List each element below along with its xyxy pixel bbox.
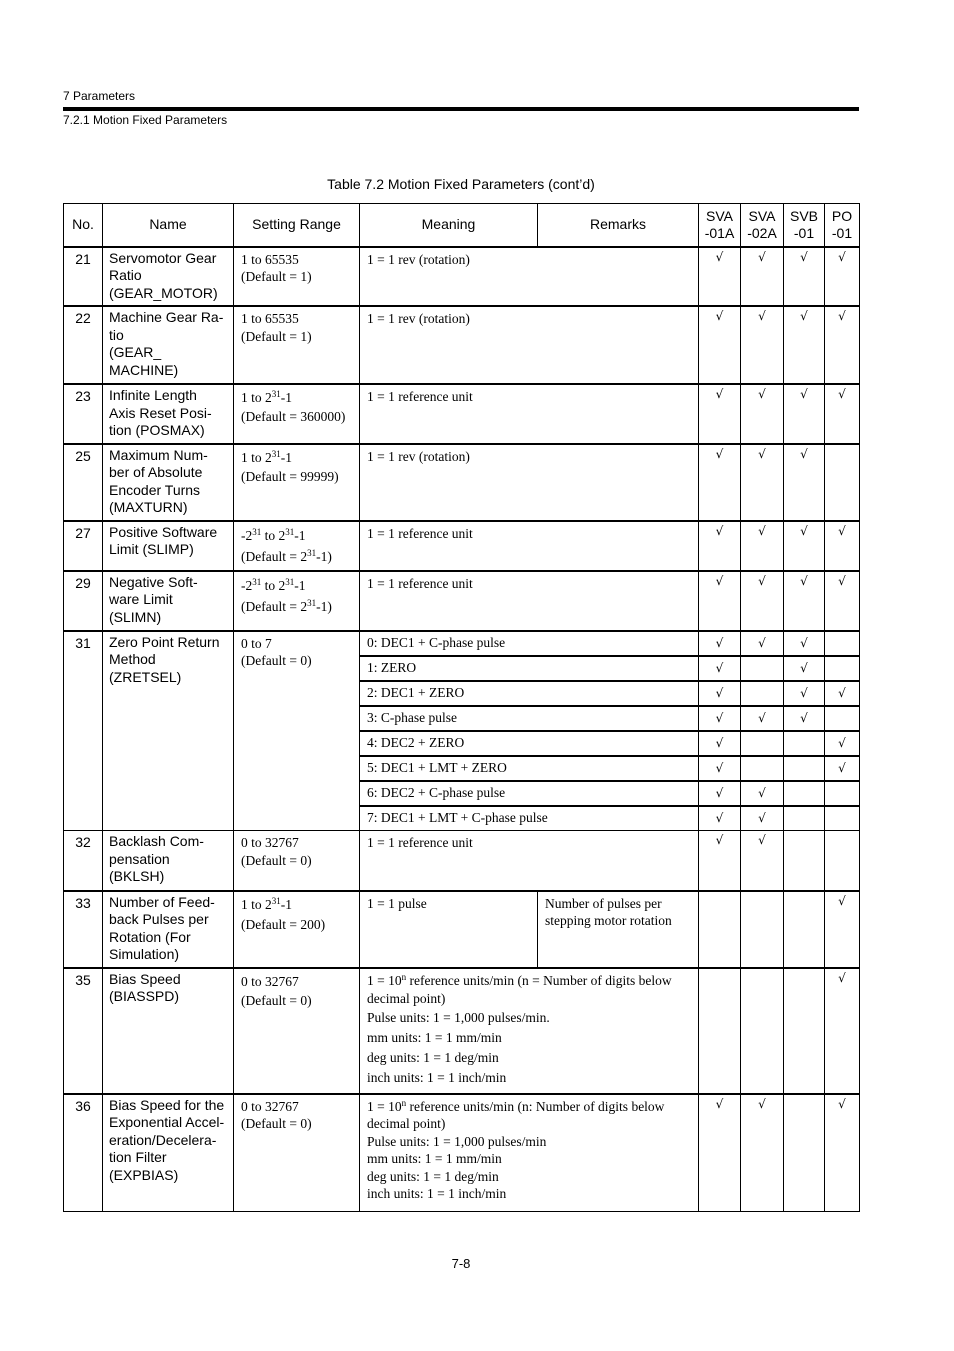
check-cell — [699, 521, 741, 571]
param-name: Maximum Num- ber of Absolute Encoder Turns (MAXTURN) — [103, 444, 234, 521]
table-row — [64, 247, 860, 307]
param-no: 27 — [64, 521, 103, 571]
col-range: Setting Range — [234, 204, 360, 247]
param-no: 23 — [64, 384, 103, 444]
section-header: 7.2.1 Motion Fixed Parameters — [63, 113, 228, 127]
col-name: Name — [103, 204, 234, 247]
table-caption: Table 7.2 Motion Fixed Parameters (cont’d) — [327, 176, 595, 192]
check-cell — [699, 706, 741, 731]
param-no: 36 — [64, 1094, 103, 1212]
check-cell — [825, 247, 860, 307]
check-mark: √ — [758, 387, 766, 401]
check-cell — [741, 384, 784, 444]
table-row — [64, 831, 860, 891]
param-meaning: 1 = 1 reference unit — [360, 571, 699, 631]
chapter-header: 7 Parameters — [63, 89, 136, 103]
check-cell — [699, 831, 741, 891]
param-no: 31 — [64, 631, 103, 831]
param-name: Backlash Com- pensation (BKLSH) — [103, 831, 234, 891]
check-cell — [784, 656, 825, 681]
col-no: No. — [64, 204, 103, 247]
check-cell — [784, 631, 825, 656]
check-mark: √ — [800, 661, 808, 675]
check-mark: √ — [758, 249, 766, 264]
param-no: 21 — [64, 247, 103, 307]
param-name: Negative Soft- ware Limit (SLIMN) — [103, 571, 234, 631]
check-mark: √ — [758, 446, 766, 461]
check-cell — [784, 806, 825, 831]
param-range: 1 to 65535 (Default = 1) — [234, 306, 360, 384]
option-label: 6: DEC2 + C-phase pulse — [360, 781, 699, 806]
header-row — [64, 204, 860, 247]
param-meaning: 1 = 1 reference unit — [360, 384, 699, 444]
check-mark: √ — [715, 573, 724, 588]
check-cell — [784, 384, 825, 444]
check-cell — [825, 1094, 860, 1212]
check-cell — [699, 306, 741, 384]
table-row — [64, 521, 860, 571]
check-mark: √ — [715, 736, 724, 750]
param-meaning: 1 = 1 reference unit — [360, 831, 699, 891]
check-mark: √ — [758, 833, 766, 847]
check-cell — [699, 891, 741, 968]
option-label: 2: DEC1 + ZERO — [360, 681, 699, 706]
param-no: 22 — [64, 306, 103, 384]
header-rule — [63, 107, 859, 111]
param-range: 1 to $2^{31}-1$ (Default = 360000) — [234, 384, 360, 444]
col-svb-01: SVB -01 — [784, 204, 825, 247]
param-meaning: 1 = 1 rev (rotation) — [360, 306, 699, 384]
table-row — [64, 631, 860, 656]
check-mark: √ — [800, 686, 808, 700]
param-range: 0 to 32767 (Default = 0) — [234, 1094, 360, 1212]
check-cell — [825, 444, 860, 521]
check-cell — [699, 247, 741, 307]
check-mark: √ — [715, 811, 724, 826]
option-label: 0: DEC1 + C-phase pulse — [360, 631, 699, 656]
check-mark: √ — [715, 711, 724, 725]
check-cell — [825, 681, 860, 706]
option-label: 5: DEC1 + LMT + ZERO — [360, 756, 699, 781]
check-cell — [784, 891, 825, 968]
check-cell — [741, 521, 784, 571]
param-no: 32 — [64, 831, 103, 891]
check-cell — [699, 384, 741, 444]
check-cell — [825, 806, 860, 831]
param-name: Number of Feed- back Pulses per Rotation (For Simulation) — [103, 891, 234, 968]
table-row — [64, 384, 860, 444]
check-mark: √ — [715, 1096, 724, 1111]
check-mark: √ — [715, 833, 724, 847]
check-mark: √ — [715, 761, 724, 775]
check-mark: √ — [715, 309, 724, 323]
check-cell — [784, 831, 825, 891]
check-cell — [699, 571, 741, 631]
check-cell — [741, 656, 784, 681]
check-cell — [699, 631, 741, 656]
page-number: 7-8 — [451, 1256, 471, 1271]
param-no: 33 — [64, 891, 103, 968]
check-cell — [699, 806, 741, 831]
check-cell — [825, 631, 860, 656]
check-mark: √ — [838, 573, 846, 588]
param-name: Servomotor Gear Ratio (GEAR_MOTOR) — [103, 247, 234, 307]
check-cell — [784, 1094, 825, 1212]
check-mark: √ — [838, 249, 846, 264]
param-range: 0 to 32767 (Default = 0) — [234, 968, 360, 1094]
check-cell — [825, 831, 860, 891]
check-cell — [699, 756, 741, 781]
table-row — [64, 306, 860, 384]
check-cell — [699, 681, 741, 706]
check-mark: √ — [758, 786, 766, 800]
param-no: 29 — [64, 571, 103, 631]
check-mark: √ — [838, 761, 846, 775]
check-mark: √ — [800, 523, 808, 538]
check-mark: √ — [758, 711, 766, 725]
check-cell — [825, 706, 860, 731]
check-cell — [741, 306, 784, 384]
check-cell — [825, 306, 860, 384]
col-sva-02a: SVA -02A — [741, 204, 784, 247]
check-cell — [741, 706, 784, 731]
check-cell — [699, 1094, 741, 1212]
check-cell — [784, 247, 825, 307]
param-name: Machine Gear Ra- tio (GEAR_ MACHINE) — [103, 306, 234, 384]
check-mark: √ — [800, 636, 808, 650]
check-mark: √ — [800, 387, 808, 401]
check-cell — [825, 521, 860, 571]
check-mark: √ — [758, 573, 766, 588]
check-cell — [784, 781, 825, 806]
check-mark: √ — [838, 387, 846, 401]
param-name: Positive Software Limit (SLIMP) — [103, 521, 234, 571]
param-name: Infinite Length Axis Reset Posi- tion (POSMAX) — [103, 384, 234, 444]
parameters-table — [63, 203, 860, 1212]
check-mark: √ — [715, 387, 724, 401]
check-cell — [699, 444, 741, 521]
check-cell — [741, 781, 784, 806]
check-cell — [784, 731, 825, 756]
param-range: 1 to $2^{31}-1$ (Default = 200) — [234, 891, 360, 968]
check-mark: √ — [838, 309, 846, 323]
param-remarks: Number of pulses per stepping motor rotation — [538, 891, 699, 968]
check-mark: √ — [800, 309, 808, 323]
param-meaning: $1 = 10^n$ reference units/min (n: Number of digits below decimal point) Pulse units: 1 = 1,000 pulses/min mm units: 1 = 1 mm/min deg units: 1 = 1 deg/min inch units: 1 = 1 inch/min — [360, 1094, 699, 1212]
check-mark: √ — [800, 249, 808, 264]
param-name: Bias Speed for the Exponential Accel- eration/Decelera- tion Filter (EXPBIAS) — [103, 1094, 234, 1212]
param-range: $-2^{31}$ to $2^{31}-1$ (Default = $2^{31}-1$) — [234, 571, 360, 631]
check-cell — [784, 444, 825, 521]
check-cell — [784, 756, 825, 781]
check-cell — [741, 831, 784, 891]
check-cell — [825, 968, 860, 1094]
check-mark: √ — [758, 1096, 766, 1111]
table-row — [64, 571, 860, 631]
param-name: Zero Point Return Method (ZRETSEL) — [103, 631, 234, 831]
check-cell — [784, 521, 825, 571]
check-mark: √ — [758, 523, 766, 538]
check-mark: √ — [758, 636, 766, 650]
check-cell — [784, 571, 825, 631]
check-cell — [741, 631, 784, 656]
check-mark: √ — [838, 686, 846, 700]
check-mark: √ — [715, 786, 724, 800]
check-cell — [741, 806, 784, 831]
check-cell — [699, 731, 741, 756]
check-mark: √ — [758, 811, 766, 826]
check-cell — [784, 968, 825, 1094]
param-no: 35 — [64, 968, 103, 1094]
check-cell — [825, 781, 860, 806]
check-mark: √ — [800, 711, 808, 725]
check-mark: √ — [800, 573, 808, 588]
check-mark: √ — [838, 1096, 846, 1111]
check-cell — [784, 706, 825, 731]
check-cell — [741, 571, 784, 631]
param-meaning: 1 = 1 rev (rotation) — [360, 444, 699, 521]
option-label: 4: DEC2 + ZERO — [360, 731, 699, 756]
check-mark: √ — [715, 686, 724, 700]
check-mark: √ — [800, 446, 808, 461]
check-cell — [741, 891, 784, 968]
param-range: 0 to 32767 (Default = 0) — [234, 831, 360, 891]
param-range: $-2^{31}$ to $2^{31}-1$ (Default = $2^{31}-1$) — [234, 521, 360, 571]
check-mark: √ — [715, 446, 724, 461]
check-cell — [825, 571, 860, 631]
check-cell — [741, 247, 784, 307]
col-sva-01a: SVA -01A — [699, 204, 741, 247]
param-name: Bias Speed (BIASSPD) — [103, 968, 234, 1094]
param-range: 1 to 65535 (Default = 1) — [234, 247, 360, 307]
check-cell — [825, 731, 860, 756]
check-cell — [699, 968, 741, 1094]
check-mark: √ — [838, 893, 846, 908]
check-mark: √ — [715, 636, 724, 650]
check-mark: √ — [838, 970, 846, 985]
param-meaning: 1 = 1 pulse — [360, 891, 538, 968]
check-cell — [699, 656, 741, 681]
col-remarks: Remarks — [538, 204, 699, 247]
check-cell — [741, 756, 784, 781]
table-row — [64, 968, 860, 1094]
check-mark: √ — [715, 523, 724, 538]
check-mark: √ — [715, 661, 724, 675]
option-label: 1: ZERO — [360, 656, 699, 681]
param-range: 1 to $2^{31}-1$ (Default = 99999) — [234, 444, 360, 521]
check-cell — [699, 781, 741, 806]
check-cell — [825, 384, 860, 444]
param-meaning: $1 = 10^n$ reference units/min (n = Number of digits below decimal point) Pulse units: 1 = 1,000 pulses/min. mm units: 1 = 1 mm/min deg units: 1 = 1 deg/min inch units: 1 = 1 inch/min — [360, 968, 699, 1094]
check-cell — [825, 756, 860, 781]
check-cell — [784, 681, 825, 706]
param-range: 0 to 7 (Default = 0) — [234, 631, 360, 831]
check-mark: √ — [838, 523, 846, 538]
check-cell — [784, 306, 825, 384]
table-row — [64, 891, 860, 968]
check-cell — [741, 968, 784, 1094]
option-label: 3: C-phase pulse — [360, 706, 699, 731]
col-po-01: PO -01 — [825, 204, 860, 247]
table-row — [64, 444, 860, 521]
option-label: 7: DEC1 + LMT + C-phase pulse — [360, 806, 699, 831]
check-cell — [825, 656, 860, 681]
check-cell — [741, 444, 784, 521]
param-no: 25 — [64, 444, 103, 521]
param-meaning: 1 = 1 rev (rotation) — [360, 247, 699, 307]
check-mark: √ — [715, 249, 724, 264]
check-cell — [825, 891, 860, 968]
check-mark: √ — [838, 736, 846, 750]
check-cell — [741, 681, 784, 706]
check-cell — [741, 731, 784, 756]
check-mark: √ — [758, 309, 766, 323]
check-cell — [741, 1094, 784, 1212]
table-row — [64, 1094, 860, 1212]
param-meaning: 1 = 1 reference unit — [360, 521, 699, 571]
col-meaning: Meaning — [360, 204, 538, 247]
